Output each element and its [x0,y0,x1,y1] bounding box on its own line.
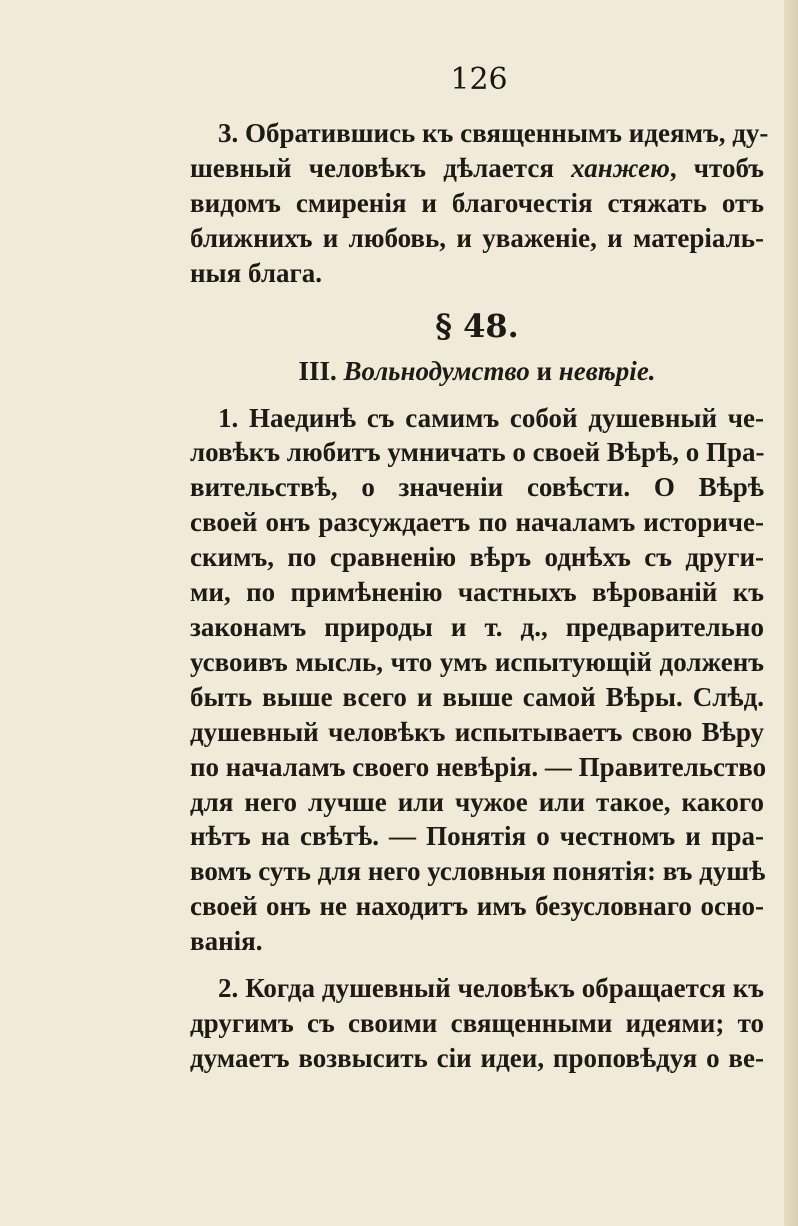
text-span: , чтобъ [669,152,765,183]
page-number: 126 [450,62,508,97]
text-line: скимъ, по сравненію вѣръ однѣхъ съ други- [190,542,764,573]
text-line: своей онъ разсуждаетъ по началамъ историче- [190,507,764,538]
text-line: усвоивъ мысль, что умъ испытующій долженъ [190,646,764,677]
text-line: душевный человѣкъ испытываетъ свою Вѣру [190,716,764,747]
page-edge [784,0,798,1226]
text-line: 3. Обратившись къ священнымъ идеямъ, ду- [218,118,769,148]
text-line [190,151,764,186]
text-line: ванія. [190,926,263,957]
text-line: думаетъ возвысить сіи идеи, проповѣдуя о ве- [190,1042,764,1073]
text-span: шевный человѣкъ дѣлается [190,152,572,183]
paragraph-3 [190,116,769,291]
text-line: вительствѣ, о значеніи совѣсти. О Вѣрѣ [190,472,764,503]
subsection-conjunction: и [536,355,553,386]
subsection-title-part1: Вольнодумство [343,355,530,386]
page-body [190,116,769,1076]
subsection-numeral: III. [298,355,337,386]
text-line: для него лучше или чужое или такое, какого [190,786,764,817]
text-line: вомъ суть для него условныя понятія: въ душѣ [190,856,766,887]
text-line: ми, по примѣненію частныхъ вѣрованій къ [190,577,764,608]
text-line: ловѣкъ любитъ умничать о своей Вѣрѣ, о Пра- [190,437,765,468]
paragraph-gap [190,959,764,971]
text-line: видомъ смиренія и благочестія стяжать отъ [190,187,764,218]
section-heading: § 48. [435,306,519,345]
text-line: быть выше всего и выше самой Вѣры. Слѣд. [190,681,764,712]
paragraph-2 [190,971,764,1076]
text-line: 2. Когда душевный человѣкъ обращается къ [218,973,764,1004]
text-line: ныя блага. [190,257,322,288]
text-line: нѣтъ на свѣтѣ. — Понятія о честномъ и пра- [190,821,764,852]
text-line: 1. Наединѣ съ самимъ собой душевный че- [218,402,764,433]
italic-word: ханжею [571,152,670,183]
text-line: ближнихъ и любовь, и уваженіе, и матеріаль- [190,222,764,253]
paragraph-1 [190,401,767,960]
text-line: законамъ природы и т. д., предварительно [190,611,764,642]
text-line: другимъ съ своими священными идеями; то [190,1007,764,1038]
text-line: по началамъ своего невѣрія. — Правительство [190,751,767,782]
text-line: своей онъ не находитъ имъ безусловнаго осно- [190,891,764,922]
subsection-heading [190,353,764,389]
subsection-title-part2: невѣріе. [558,355,656,386]
